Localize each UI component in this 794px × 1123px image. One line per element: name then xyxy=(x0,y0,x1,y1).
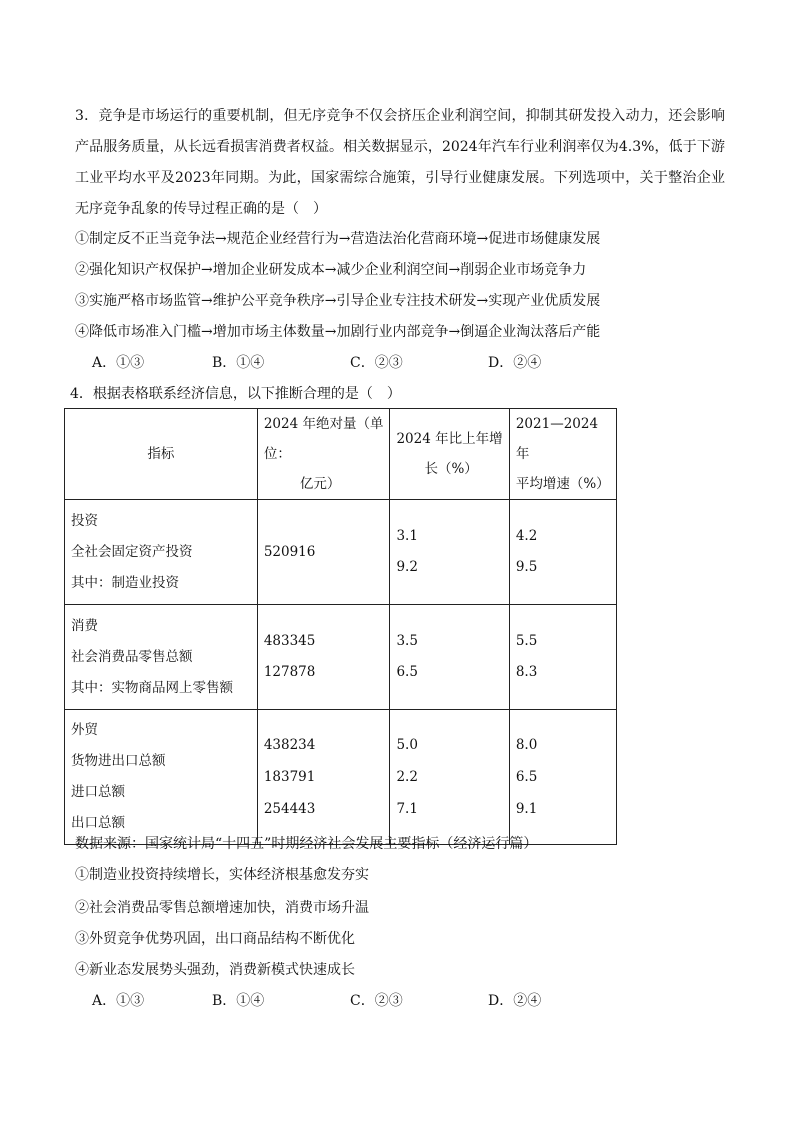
q3-option-a[interactable]: A．①③ xyxy=(92,355,145,371)
row-amounts: 483345 127878 xyxy=(257,605,390,710)
q3-item-1: ①制定反不正当竞争法→规范企业经营行为→营造法治化营商环境→促进市场健康发展 xyxy=(75,231,601,247)
row-average: 5.5 8.3 xyxy=(509,605,616,710)
row-labels: 消费 社会消费品零售总额 其中：实物商品网上零售额 xyxy=(65,605,258,710)
table-header-row xyxy=(65,409,617,500)
row-labels: 投资 全社会固定资产投资 其中：制造业投资 xyxy=(65,500,258,605)
q3-options xyxy=(92,354,541,372)
q3-option-d[interactable]: D．②④ xyxy=(488,355,542,371)
q4-option-b[interactable]: B．①④ xyxy=(212,993,265,1009)
table-row-trade xyxy=(65,710,617,845)
q3-item-3: ③实施严格市场监管→维护公平竞争秩序→引导企业专注技术研发→实现产业优质发展 xyxy=(75,293,601,309)
table-row-consumption xyxy=(65,605,617,710)
q4-item-3: ③外贸竞争优势巩固，出口商品结构不断优化 xyxy=(75,931,355,947)
q4-stem: 4．根据表格联系经济信息，以下推断合理的是（ ） xyxy=(70,386,401,402)
q4-source: 数据来源：国家统计局“十四五”时期经济社会发展主要指标（经济运行篇） xyxy=(75,836,538,852)
header-growth: 2024 年比上年增 长（%） xyxy=(390,409,509,500)
row-growth: 3.5 6.5 xyxy=(390,605,509,710)
economic-indicators-table xyxy=(64,408,617,845)
row-amounts: 438234 183791 254443 xyxy=(257,710,390,845)
q4-option-c[interactable]: C．②③ xyxy=(350,993,403,1009)
header-average: 2021—2024 年 平均增速（%） xyxy=(509,409,616,500)
q4-option-a[interactable]: A．①③ xyxy=(92,993,145,1009)
row-labels: 外贸 货物进出口总额 进口总额 出口总额 xyxy=(65,710,258,845)
q4-item-1: ①制造业投资持续增长，实体经济根基愈发夯实 xyxy=(75,867,369,883)
q3-stem: 3．竞争是市场运行的重要机制，但无序竞争不仅会挤压企业利润空间，抑制其研发投入动力，还会影响产品服务质量，从长远看损害消费者权益。相关数据显示，2024年汽车行业利润率仅为4.3%，低于下游工业平均水平及2023年同期。为此，国家需综合施策，引导行业健康发展。下列选项中，关于整治企业无序竞争乱象的传导过程正确的是（ ） xyxy=(75,108,725,217)
row-average: 4.2 9.5 xyxy=(509,500,616,605)
header-indicator: 指标 xyxy=(65,409,258,500)
q4-option-d[interactable]: D．②④ xyxy=(488,993,542,1009)
row-growth: 3.1 9.2 xyxy=(390,500,509,605)
header-absolute: 2024 年绝对量（单位： 亿元） xyxy=(257,409,390,500)
row-growth: 5.0 2.2 7.1 xyxy=(390,710,509,845)
q3-option-c[interactable]: C．②③ xyxy=(350,355,403,371)
table-row-investment xyxy=(65,500,617,605)
row-amounts: 520916 xyxy=(257,500,390,605)
q4-item-4: ④新业态发展势头强劲，消费新模式快速成长 xyxy=(75,962,355,978)
q3-option-b[interactable]: B．①④ xyxy=(212,355,265,371)
q3-item-2: ②强化知识产权保护→增加企业研发成本→减少企业利润空间→削弱企业市场竞争力 xyxy=(75,262,587,278)
q4-item-2: ②社会消费品零售总额增速加快，消费市场升温 xyxy=(75,900,369,916)
row-average: 8.0 6.5 9.1 xyxy=(509,710,616,845)
q4-options xyxy=(92,992,541,1010)
q3-item-4: ④降低市场准入门槛→增加市场主体数量→加剧行业内部竞争→倒逼企业淘汰落后产能 xyxy=(75,324,601,340)
